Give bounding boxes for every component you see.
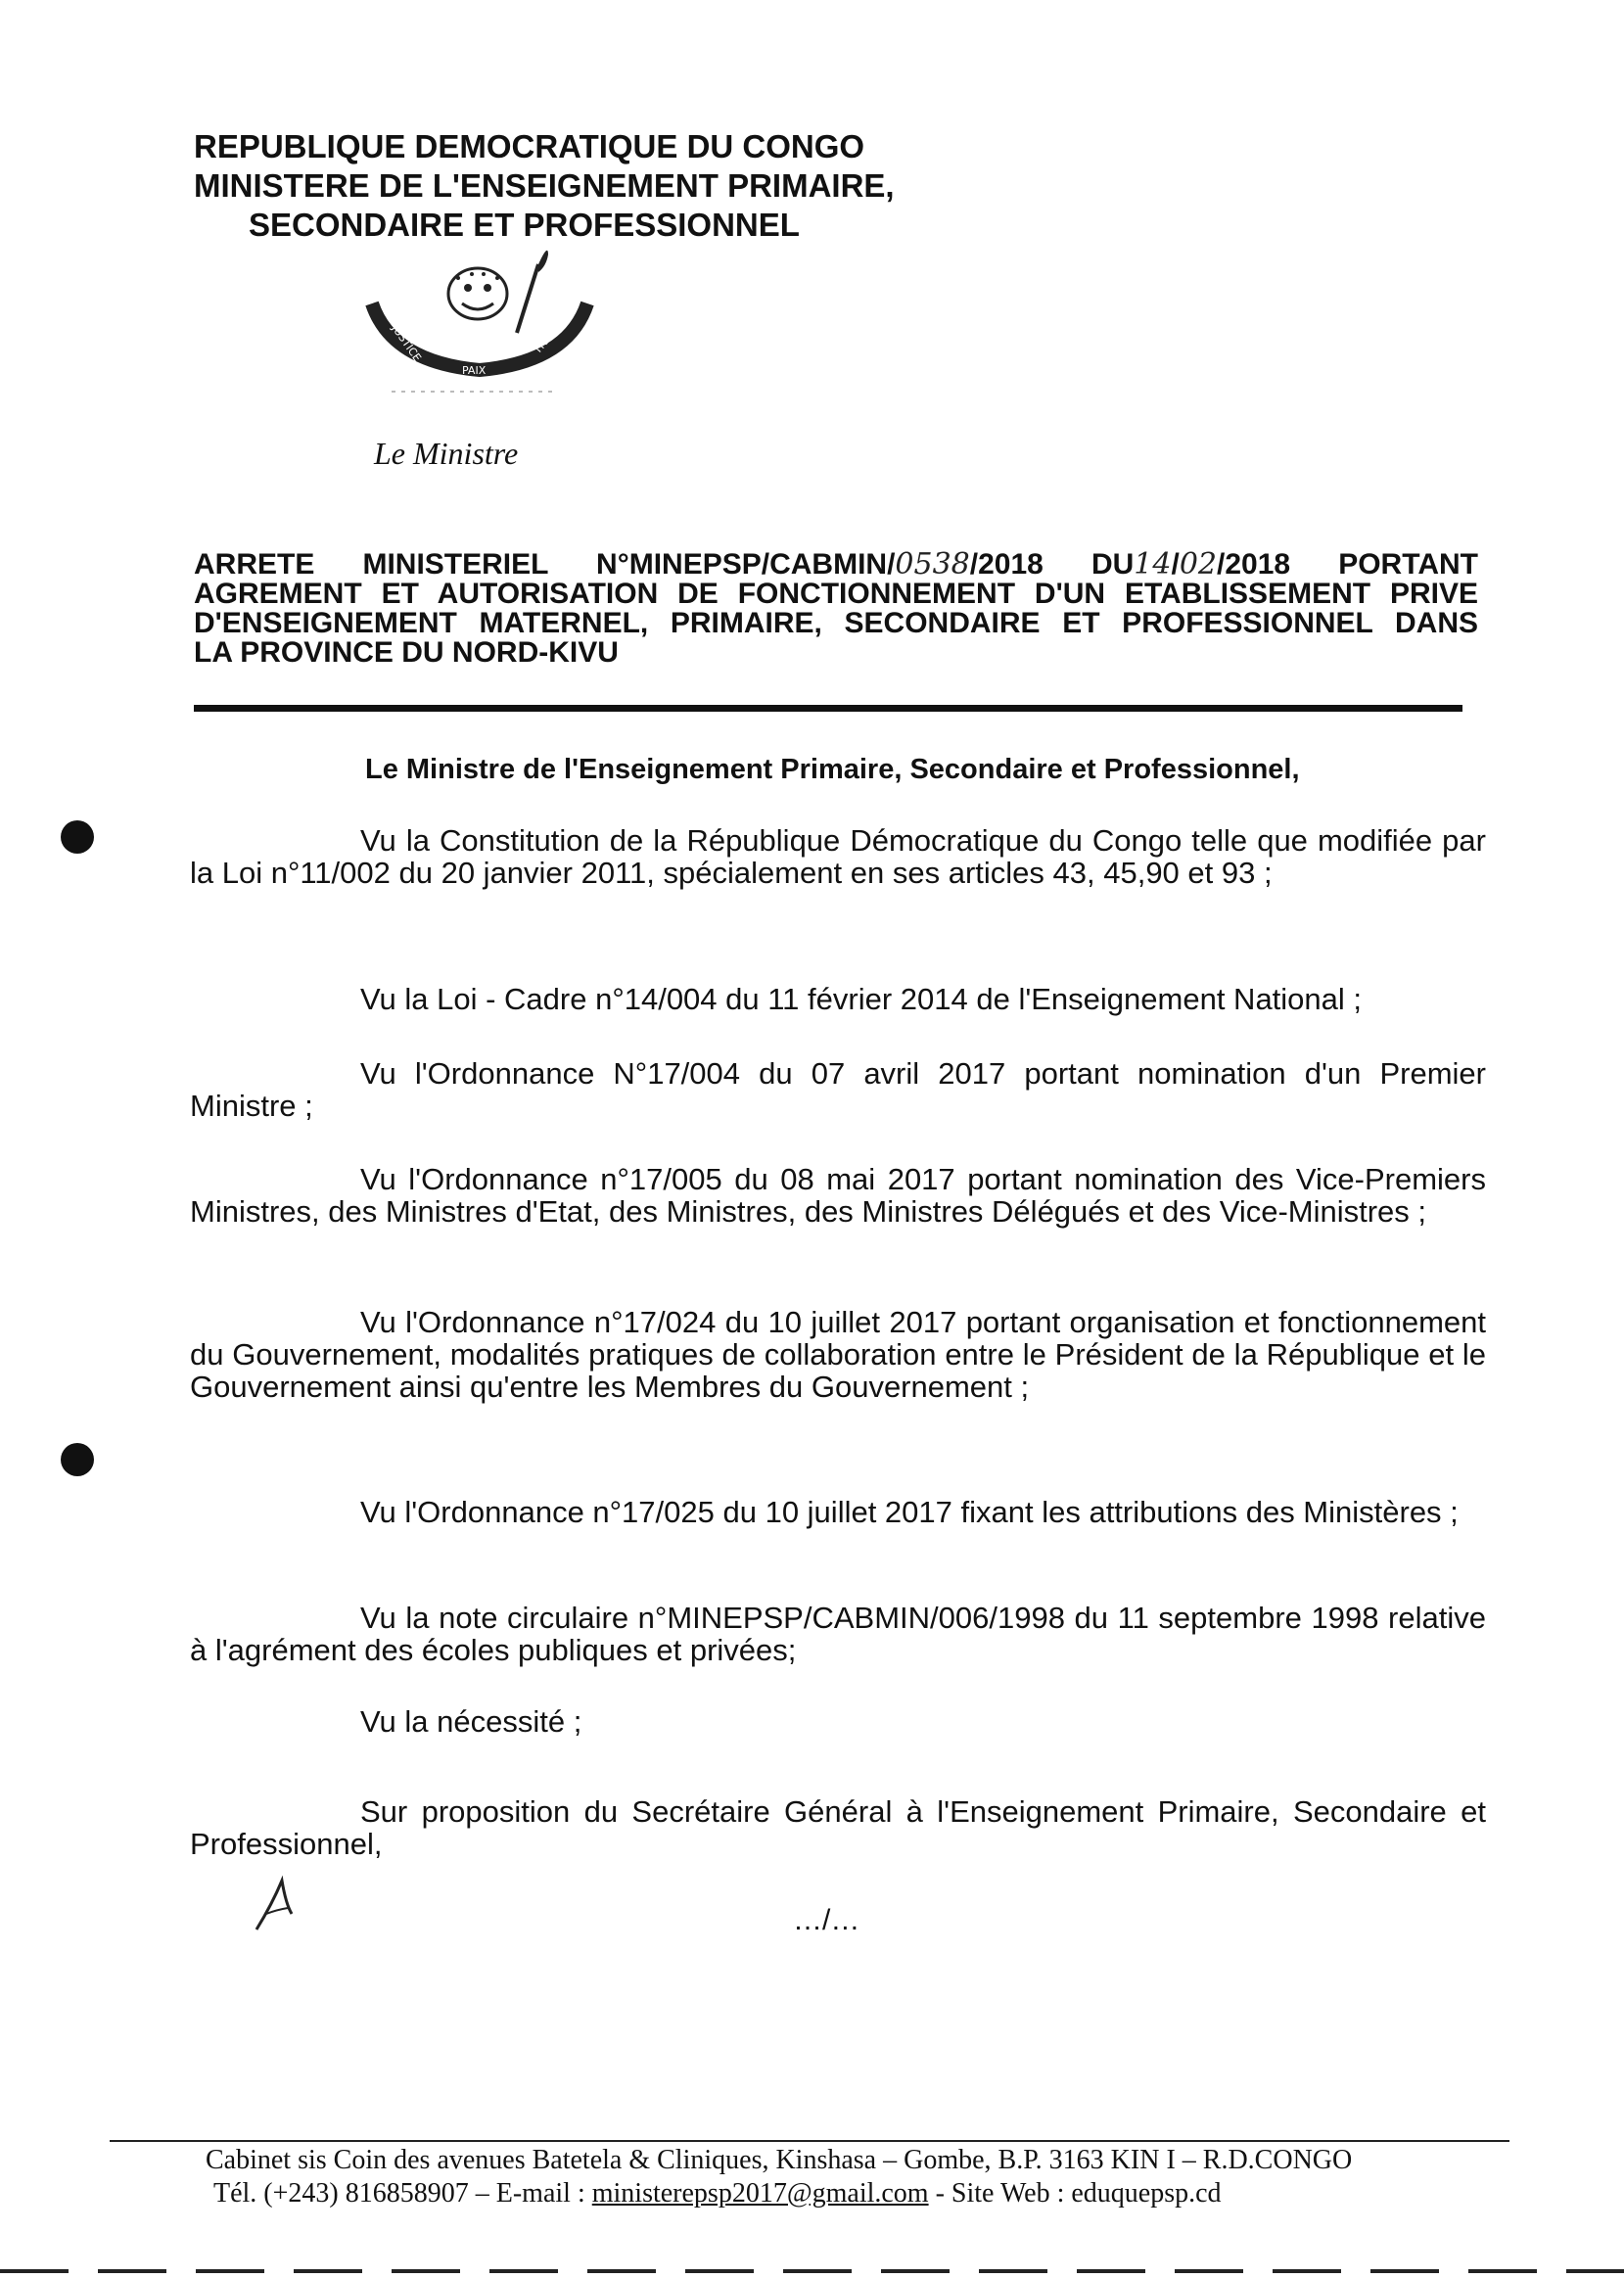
- decree-month-handwritten: 02: [1179, 547, 1218, 581]
- minister-heading: Le Ministre de l'Enseignement Primaire, Secondaire et Professionnel,: [365, 754, 1300, 785]
- paragraph-text: Vu l'Ordonnance n°17/005 du 08 mai 2017 portant nomination des Vice-Premiers Ministres, des Ministres d'Etat, des Ministres, des Ministres Délégués et des Vice-Ministres ;: [190, 1162, 1486, 1229]
- letterhead-country: REPUBLIQUE DEMOCRATIQUE DU CONGO: [194, 128, 865, 164]
- considerant-necessite: [190, 1705, 1486, 1738]
- punch-hole-mark: [61, 820, 94, 854]
- paragraph-text: Vu l'Ordonnance n°17/025 du 10 juillet 2017 fixant les attributions des Ministères ;: [360, 1495, 1459, 1529]
- decree-year: /2018 DU: [969, 548, 1135, 581]
- considerant-note-circulaire: [190, 1602, 1486, 1666]
- footer-address: [206, 2144, 1478, 2210]
- emblem-word-justice: JUSTICE: [389, 322, 424, 364]
- paragraph-text: Sur proposition du Secrétaire Général à l'Enseignement Primaire, Secondaire et Professionnel,: [190, 1794, 1486, 1861]
- considerant-ordonnance-attributions: [190, 1496, 1486, 1528]
- letterhead: [194, 127, 895, 245]
- handwritten-initial: [253, 1875, 302, 1933]
- decree-title-line2: AGREMENT ET AUTORISATION DE FONCTIONNEMENT D'UN ETABLISSEMENT PRIVE: [194, 578, 1478, 610]
- emblem-word-paix: PAIX: [462, 364, 487, 377]
- footer-email-link[interactable]: ministerepsp2017@gmail.com: [591, 2178, 929, 2209]
- footer-website: - Site Web : eduquepsp.cd: [928, 2178, 1222, 2209]
- decree-title-line4: LA PROVINCE DU NORD-KIVU: [194, 636, 619, 669]
- decree-date-sep: /: [1171, 548, 1180, 581]
- scan-edge-marks: [0, 2269, 1624, 2273]
- decree-day-handwritten: 14: [1134, 547, 1172, 581]
- decree-title-line3: D'ENSEIGNEMENT MATERNEL, PRIMAIRE, SECONDAIRE ET PROFESSIONNEL DANS: [194, 607, 1478, 639]
- paragraph-text: Vu la note circulaire n°MINEPSP/CABMIN/006/1998 du 11 septembre 1998 relative à l'agrément des écoles publiques et privées;: [190, 1601, 1486, 1667]
- considerant-ordonnance-premier-ministre: [190, 1057, 1486, 1122]
- decree-prefix: ARRETE MINISTERIEL N°MINEPSP/CABMIN/: [194, 548, 896, 581]
- coat-of-arms-emblem: [352, 245, 607, 411]
- minister-label: Le Ministre: [374, 436, 519, 471]
- decree-title: [194, 547, 1478, 669]
- considerant-ordonnance-organisation: [190, 1306, 1486, 1403]
- considerant-ordonnance-nomination: [190, 1163, 1486, 1228]
- paragraph-text: Vu l'Ordonnance n°17/024 du 10 juillet 2017 portant organisation et fonctionnement du Gouvernement, modalités pratiques de collaboration entre le Président de la République et le Gouvernement ainsi qu'entre les Membres du Gouvernement ;: [190, 1305, 1486, 1404]
- letterhead-ministry: MINISTERE DE L'ENSEIGNEMENT PRIMAIRE,: [194, 167, 895, 204]
- emblem-word-travail: TRAVAIL: [531, 314, 569, 356]
- punch-hole-mark: [61, 1443, 94, 1476]
- decree-year-portant: /2018 PORTANT: [1217, 548, 1478, 581]
- paragraph-text: Vu l'Ordonnance N°17/004 du 07 avril 2017 portant nomination d'un Premier Ministre ;: [190, 1056, 1486, 1123]
- title-underline-rule: [194, 705, 1462, 712]
- footer-tel: Tél. (+243) 816858907 – E-mail :: [213, 2178, 592, 2209]
- considerant-loi-cadre: [190, 983, 1486, 1015]
- paragraph-text: Vu la Constitution de la République Démocratique du Congo telle que modifiée par la Loi n°11/002 du 20 janvier 2011, spécialement en ses articles 43, 45,90 et 93 ;: [190, 823, 1486, 890]
- decree-number-handwritten: 0538: [895, 547, 970, 581]
- paragraph-text: Vu la nécessité ;: [360, 1704, 582, 1739]
- footer-address-line: Cabinet sis Coin des avenues Batetela & Cliniques, Kinshasa – Gombe, B.P. 3163 KIN I – R.D.CONGO: [206, 2145, 1353, 2175]
- footer-contact-line: [206, 2177, 1478, 2210]
- considerant-constitution: [190, 824, 1486, 889]
- footer-rule: [110, 2140, 1509, 2142]
- considerant-proposition: [190, 1795, 1486, 1860]
- page-continuation: …/…: [793, 1904, 860, 1936]
- paragraph-text: Vu la Loi - Cadre n°14/004 du 11 février 2014 de l'Enseignement National ;: [360, 982, 1363, 1016]
- letterhead-ministry-cont: SECONDAIRE ET PROFESSIONNEL: [249, 207, 800, 243]
